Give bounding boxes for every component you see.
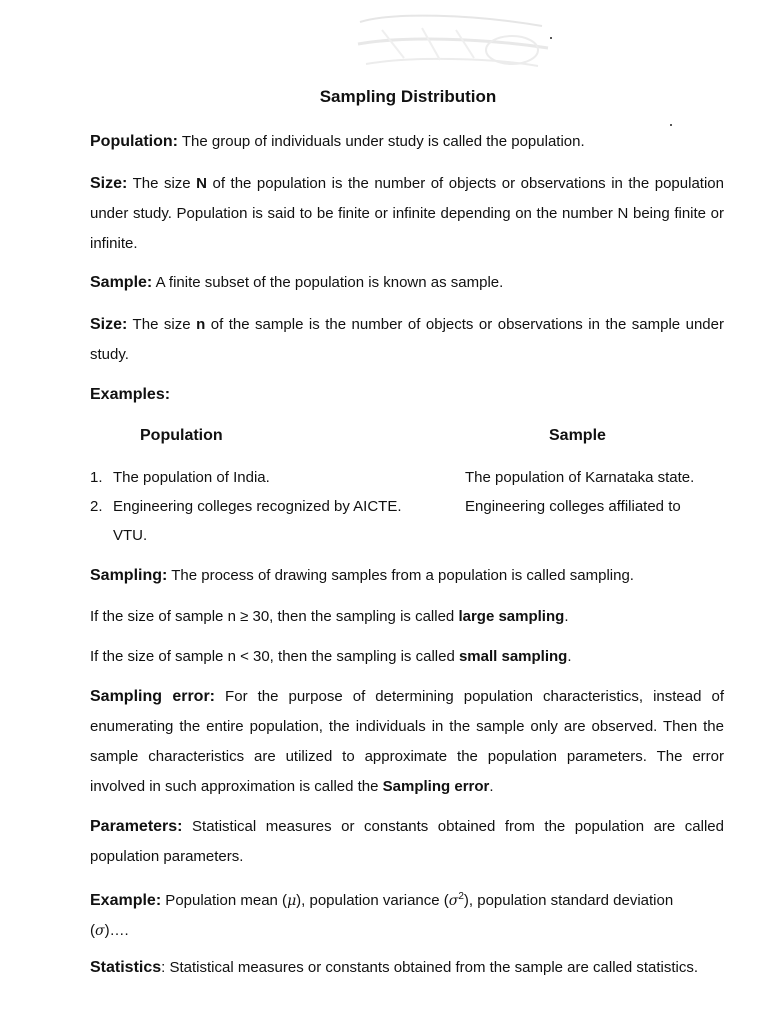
small-sampling-text: If the size of sample n < 30, then the sampling is called [90, 648, 459, 665]
sampling-error-bold: Sampling error [382, 778, 490, 795]
period: . [564, 608, 569, 625]
period: . [567, 648, 572, 665]
size-n-text-part: The size [127, 316, 197, 333]
example-population: Engineering colleges recognized by AICTE. [113, 498, 402, 515]
statistics-definition [90, 953, 724, 983]
population-definition [90, 127, 724, 157]
large-sampling-term: large sampling [458, 608, 565, 625]
symbol-mu: μ [287, 893, 297, 909]
parameters-example [90, 882, 690, 946]
term-sampling: Sampling: [90, 567, 168, 584]
symbol-N: N [196, 175, 207, 192]
term-population: Population: [90, 133, 178, 150]
parameters-definition [90, 812, 724, 872]
example-text: ), population variance ( [296, 892, 449, 909]
example-population: The population of India. [113, 469, 270, 486]
size-n-text-rest: of the sample is the number of objects or observations in the sample under study. [90, 316, 724, 363]
population-definition-text: The group of individuals under study is called the population. [177, 133, 585, 150]
example-sample: The population of Karnataka state. [465, 469, 695, 486]
term-parameters: Parameters: [90, 818, 183, 835]
list-number: 2. [90, 498, 103, 515]
symbol-n: n [196, 316, 206, 333]
term-example: Example: [90, 892, 162, 909]
document-title: Sampling Distribution [319, 87, 497, 106]
statistics-text: : Statistical measures or constants obtained from the sample are called statistics. [161, 959, 699, 976]
list-number: 1. [90, 469, 103, 486]
size-N-text-part: The size [127, 175, 197, 192]
examples-heading: Examples: [90, 386, 171, 403]
superscript-2: 2 [458, 891, 464, 902]
example-row [90, 463, 730, 493]
large-sampling-text: If the size of sample n ≥ 30, then the sampling is called [90, 608, 459, 625]
example-text: Population mean ( [161, 892, 288, 909]
sampling-definition [90, 561, 724, 591]
example-sample: Engineering colleges affiliated to [465, 498, 681, 515]
stray-dot [550, 37, 552, 39]
example-text: ), population standard deviation ( [90, 892, 674, 939]
term-size: Size: [90, 316, 128, 333]
small-sampling-statement [90, 642, 724, 672]
term-statistics: Statistics [90, 959, 162, 976]
sampling-definition-text: The process of drawing samples from a population is called sampling. [167, 567, 634, 584]
large-sampling-statement [90, 602, 724, 632]
term-sampling-error: Sampling error: [90, 688, 216, 705]
term-sample: Sample: [90, 274, 153, 291]
parameters-text: Statistical measures or constants obtained from the population are called population parameters. [90, 818, 724, 865]
column-header-population: Population [140, 427, 223, 444]
example-sample-continuation: VTU. [113, 527, 148, 544]
sample-definition [90, 268, 724, 298]
period: . [489, 778, 494, 795]
example-row [90, 492, 730, 522]
symbol-sigma: σ [448, 893, 459, 909]
sample-definition-text: A finite subset of the population is known as sample. [152, 274, 504, 291]
size-N-text-rest: of the population is the number of objects or observations in the population under study. Population is said to be finite or infinite depending on the number N being finite or infinite. [90, 175, 724, 252]
column-header-sample: Sample [549, 427, 606, 444]
size-n-definition [90, 310, 724, 370]
size-N-definition [90, 169, 724, 259]
term-size: Size: [90, 175, 128, 192]
small-sampling-term: small sampling [458, 648, 568, 665]
symbol-sigma: σ [95, 923, 105, 939]
stray-dot [670, 124, 672, 126]
example-text: )…. [104, 922, 129, 939]
faint-stamp-watermark [352, 8, 557, 76]
sampling-error-text: For the purpose of determining population characteristics, instead of enumerating the entire population, the individuals in the sample only are observed. Then the sample characteristics are utilized to approximate the population parameters. The error involved in such approximation is called the [90, 688, 724, 795]
sampling-error-definition [90, 682, 724, 802]
